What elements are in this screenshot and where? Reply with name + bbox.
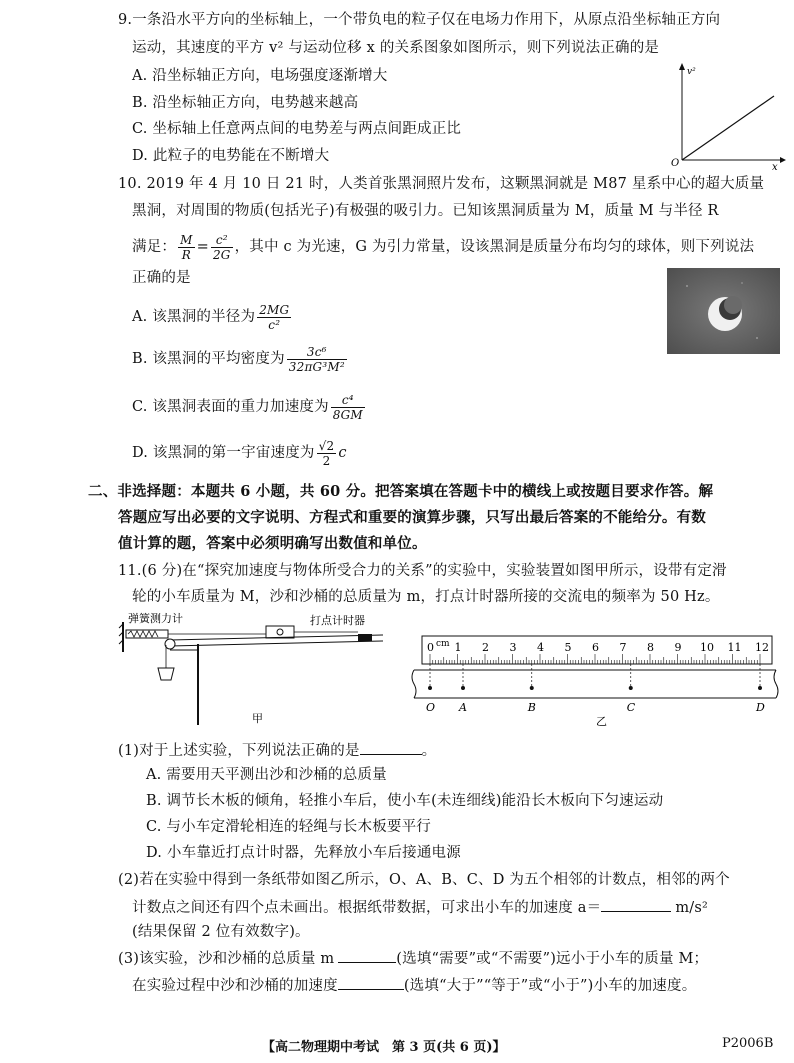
- paper-code: P2006B: [722, 1036, 774, 1051]
- q11-p3-text1: (3)该实验，沙和沙桶的总质量 m: [118, 951, 335, 967]
- q10-option-a: [132, 302, 293, 332]
- section2-line1: 二、非选择题：本题共 6 小题，共 60 分。把答案填在答题卡中的横线上或按题目要求作答。解: [88, 483, 714, 500]
- q9-option-c: C. 坐标轴上任意两点间的电势差与两点间距成正比: [132, 121, 462, 137]
- q11-p2-unit: m/s²: [675, 900, 709, 916]
- q11-p1-option-d: D. 小车靠近打点计时器，先释放小车后接通电源: [146, 845, 461, 861]
- c2-2g-fraction: [211, 233, 233, 262]
- tape-point-label: D: [756, 701, 765, 714]
- ruler-tick-label: 12: [755, 641, 769, 654]
- q11-p1-option-c: C. 与小车定滑轮相连的轻绳与长木板要平行: [146, 819, 431, 835]
- tape-point-label: A: [459, 701, 467, 714]
- q10-option-b: [132, 344, 349, 374]
- q11-stem-line2: 轮的小车质量为 M，沙和沙桶的总质量为 m，打点计时器所接的交流电的频率为 50 Hz。: [132, 589, 720, 605]
- q10-d-post: c: [338, 445, 347, 461]
- tape-point-label: C: [626, 701, 636, 714]
- q11-p3-answer-blank2[interactable]: [338, 975, 404, 990]
- tape-point-dot: [530, 686, 534, 690]
- ruler-tick-label: 9: [674, 641, 682, 654]
- q10-d-denominator: 2: [322, 453, 331, 468]
- ruler-tick-label: 3: [509, 641, 517, 654]
- q10-stem-line1: 10. 2019 年 4 月 10 日 21 时，人类首张黑洞照片发布，这颗黑洞就是 M87 星系中心的超大质量: [118, 176, 765, 192]
- ruler-tick-label: 2: [482, 641, 489, 654]
- q10-b-fraction: [287, 345, 347, 374]
- q9-stem-line2: 运动，其速度的平方 v² 与运动位移 x 的关系图象如图所示，则下列说法正确的是: [132, 40, 660, 56]
- ruler-tick-label: 8: [647, 641, 654, 654]
- tape-point-dot: [428, 686, 432, 690]
- q9-v2-x-graph: [662, 62, 787, 170]
- pulley: [165, 639, 175, 649]
- black-hole-picture: [667, 268, 780, 354]
- x-axis-label: x: [772, 162, 778, 170]
- q10-c-text: C. 该黑洞表面的重力加速度为: [132, 399, 329, 415]
- q10-a-numerator: 2MG: [259, 302, 290, 317]
- q11-p1: [118, 740, 436, 761]
- q10-d-numerator: √2: [318, 438, 335, 453]
- q10-c-numerator: c⁴: [331, 393, 365, 408]
- mr-fraction: [178, 233, 195, 262]
- tape-point-dot: [461, 686, 465, 690]
- q9-option-b: B. 沿坐标轴正方向，电势越来越高: [132, 95, 359, 111]
- tape-point-dot: [758, 686, 762, 690]
- q10-b-text: B. 该黑洞的平均密度为: [132, 351, 285, 367]
- q11-p1-option-b: B. 调节长木板的倾角，轻推小车后，使小车(未连细线)能沿长木板向下匀速运动: [146, 793, 664, 809]
- sand-bucket: [158, 668, 174, 680]
- graph-line: [682, 96, 774, 160]
- fig-b-caption: 乙: [596, 715, 607, 728]
- q11-p2-answer-blank[interactable]: [601, 897, 671, 912]
- ruler-tick-label: 7: [619, 641, 627, 654]
- ruler-tick-label: 5: [564, 641, 572, 654]
- q11-p2-line3: (结果保留 2 位有效数字)。: [132, 924, 310, 940]
- q10-d-fraction: [317, 439, 337, 468]
- tape-point-label: O: [426, 701, 436, 714]
- q10-option-d: [132, 438, 347, 468]
- q11-p3-line2: [132, 975, 696, 996]
- q10-c-fraction: [331, 393, 365, 422]
- page-footer: 【高二物理期中考试 第 3 页(共 6 页)】: [262, 1040, 506, 1055]
- q11-p1-answer-blank[interactable]: [360, 740, 422, 755]
- q10-d-text: D. 该黑洞的第一宇宙速度为: [132, 445, 315, 461]
- q10-stem-line4: 正确的是: [132, 270, 191, 286]
- mr-denominator: R: [181, 247, 191, 262]
- timer: [358, 634, 372, 641]
- q10-stem3-post: ，其中 c 为光速，G 为引力常量，设该黑洞是质量分布均匀的球体，则下列说法: [234, 239, 755, 255]
- ruler-tick-label: 0: [427, 641, 434, 654]
- q11-p1-text: (1)对于上述实验，下列说法正确的是: [118, 743, 360, 759]
- q11-p2-line1: (2)若在实验中得到一条纸带如图乙所示，O、A、B、C、D 为五个相邻的计数点，相邻的两个: [118, 872, 730, 888]
- q10-stem-line2: 黑洞，对周围的物质(包括光子)有极强的吸引力。已知该黑洞质量为 M，质量 M 与半径 R: [132, 203, 719, 219]
- c2-numerator: c²: [211, 233, 233, 248]
- q11-p3-answer-blank1[interactable]: [338, 948, 396, 963]
- section2-line3: 值计算的题，答案中必须明确写出数值和单位。: [118, 535, 427, 552]
- q11-p3-line1: [118, 948, 708, 969]
- q10-b-denominator: 32πG³M²: [288, 359, 345, 374]
- q9-stem-line1: 9.一条沿水平方向的坐标轴上，一个带负电的粒子仅在电场力作用下，从原点沿坐标轴正方向: [118, 12, 721, 28]
- mr-numerator: M: [180, 232, 193, 247]
- q11-p2-line2: [132, 897, 708, 918]
- q10-stem-line3: [132, 232, 754, 262]
- q11-p3-text2: (选填“需要”或“不需要”)远小于小车的质量 M；: [396, 951, 709, 967]
- fig-b-ruler-tape: [410, 630, 782, 730]
- q10-a-fraction: [257, 303, 291, 332]
- q11-stem-line1: 11.(6 分)在“探究加速度与物体所受合力的关系”的实验中，实验装置如图甲所示，设带有定滑: [118, 563, 727, 579]
- x-axis-arrow: [780, 157, 786, 163]
- q10-c-denominator: 8GM: [332, 407, 363, 422]
- board-bottom: [170, 641, 383, 646]
- tape-point-dot: [629, 686, 633, 690]
- q10-a-denominator: c²: [268, 317, 281, 332]
- spring-balance-label: 弹簧测力计: [128, 612, 183, 625]
- paper-tape-edges: [414, 670, 776, 698]
- timer-label: 打点计时器: [310, 614, 365, 627]
- black-hole-photo: [667, 268, 780, 354]
- y-axis-arrow: [679, 63, 685, 70]
- q11-p3-text3: 在实验过程中沙和沙桶的加速度: [132, 978, 338, 994]
- ruler-tick-label: 4: [537, 641, 544, 654]
- fig-a-caption: 甲: [252, 712, 263, 725]
- q11-p2-text: 计数点之间还有四个点未画出。根据纸带数据，可求出小车的加速度 a＝: [132, 900, 602, 916]
- y-axis-label: v²: [687, 67, 696, 77]
- q10-option-c: [132, 392, 367, 422]
- section2-line2: 答题应写出必要的文字说明、方程式和重要的演算步骤，只写出最后答案的不能给分。有数: [118, 509, 706, 526]
- equals-sign: =: [196, 239, 209, 255]
- ruler-tick-label: 6: [592, 641, 599, 654]
- ruler-tick-label: 11: [727, 641, 742, 654]
- q9-option-d: D. 此粒子的电势能在不断增大: [132, 148, 330, 164]
- q9-option-a: A. 沿坐标轴正方向，电场强度逐渐增大: [132, 68, 388, 84]
- q10-b-numerator: 3c⁶: [287, 345, 347, 360]
- q11-p3-text4: (选填“大于”“等于”或“小于”)小车的加速度。: [403, 978, 697, 994]
- q11-p1-option-a: A. 需要用天平测出沙和沙桶的总质量: [146, 767, 387, 783]
- origin-label: O: [671, 158, 680, 169]
- ruler-tick-label: 1: [454, 641, 462, 654]
- fig-a-apparatus: [118, 610, 393, 730]
- q10-stem3-pre: 满足：: [132, 239, 177, 255]
- tape-point-label: B: [527, 701, 536, 714]
- q10-a-text: A. 该黑洞的半径为: [132, 309, 256, 325]
- 2g-denominator: 2G: [212, 247, 231, 262]
- q11-p1-end: 。: [421, 743, 437, 759]
- ruler-unit: cm: [436, 639, 450, 649]
- tape-points: [426, 664, 765, 714]
- ruler-tick-label: 10: [700, 641, 714, 654]
